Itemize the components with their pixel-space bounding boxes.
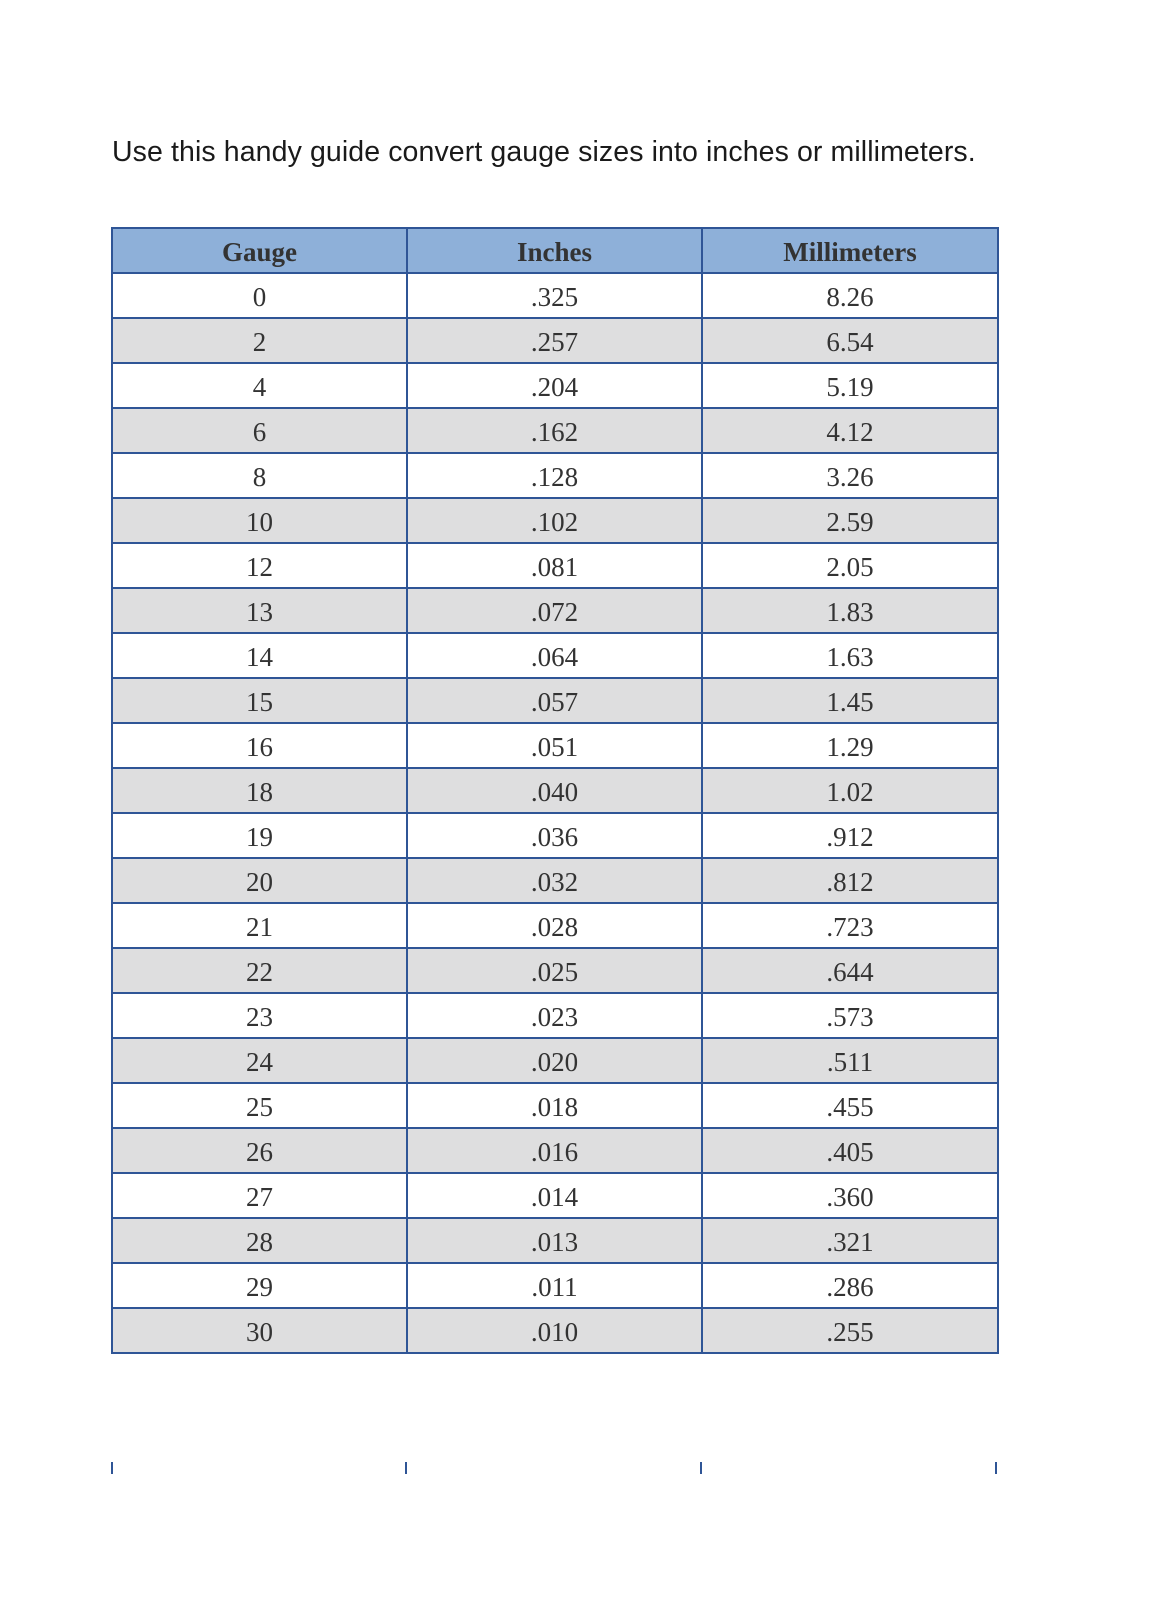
table-row xyxy=(112,678,998,723)
table-row xyxy=(112,633,998,678)
table-row xyxy=(112,453,998,498)
table-row xyxy=(112,993,998,1038)
table-row xyxy=(112,363,998,408)
table-row xyxy=(112,813,998,858)
millimeters-cell: .255 xyxy=(702,1308,998,1353)
inches-cell: .057 xyxy=(407,678,702,723)
table-row xyxy=(112,858,998,903)
millimeters-cell: .723 xyxy=(702,903,998,948)
gauge-cell: 0 xyxy=(112,273,407,318)
table-body xyxy=(112,273,998,1353)
table-header-row xyxy=(112,228,998,273)
inches-cell: .023 xyxy=(407,993,702,1038)
header-millimeters: Millimeters xyxy=(702,228,998,273)
millimeters-cell: 8.26 xyxy=(702,273,998,318)
millimeters-cell: 1.02 xyxy=(702,768,998,813)
table-row xyxy=(112,1083,998,1128)
gauge-conversion-table xyxy=(111,227,999,1354)
gauge-cell: 22 xyxy=(112,948,407,993)
gauge-cell: 21 xyxy=(112,903,407,948)
inches-cell: .040 xyxy=(407,768,702,813)
inches-cell: .014 xyxy=(407,1173,702,1218)
inches-cell: .072 xyxy=(407,588,702,633)
inches-cell: .257 xyxy=(407,318,702,363)
millimeters-cell: 1.63 xyxy=(702,633,998,678)
inches-cell: .102 xyxy=(407,498,702,543)
table-border-continuation xyxy=(111,1462,113,1474)
inches-cell: .025 xyxy=(407,948,702,993)
millimeters-cell: .511 xyxy=(702,1038,998,1083)
table-row xyxy=(112,318,998,363)
inches-cell: .018 xyxy=(407,1083,702,1128)
millimeters-cell: 1.45 xyxy=(702,678,998,723)
inches-cell: .036 xyxy=(407,813,702,858)
millimeters-cell: .405 xyxy=(702,1128,998,1173)
inches-cell: .325 xyxy=(407,273,702,318)
inches-cell: .204 xyxy=(407,363,702,408)
gauge-cell: 8 xyxy=(112,453,407,498)
millimeters-cell: 3.26 xyxy=(702,453,998,498)
table-border-continuation xyxy=(700,1462,702,1474)
table-border-continuation xyxy=(405,1462,407,1474)
gauge-cell: 28 xyxy=(112,1218,407,1263)
table-row xyxy=(112,588,998,633)
inches-cell: .128 xyxy=(407,453,702,498)
gauge-cell: 23 xyxy=(112,993,407,1038)
gauge-cell: 4 xyxy=(112,363,407,408)
inches-cell: .028 xyxy=(407,903,702,948)
inches-cell: .020 xyxy=(407,1038,702,1083)
gauge-cell: 2 xyxy=(112,318,407,363)
header-gauge: Gauge xyxy=(112,228,407,273)
inches-cell: .162 xyxy=(407,408,702,453)
intro-text: Use this handy guide convert gauge sizes into inches or millimeters. xyxy=(112,136,976,168)
table-row xyxy=(112,543,998,588)
gauge-cell: 16 xyxy=(112,723,407,768)
millimeters-cell: .912 xyxy=(702,813,998,858)
table-row xyxy=(112,768,998,813)
table-row xyxy=(112,408,998,453)
inches-cell: .051 xyxy=(407,723,702,768)
inches-cell: .010 xyxy=(407,1308,702,1353)
header-inches: Inches xyxy=(407,228,702,273)
table-row xyxy=(112,1038,998,1083)
gauge-cell: 24 xyxy=(112,1038,407,1083)
gauge-cell: 20 xyxy=(112,858,407,903)
millimeters-cell: 5.19 xyxy=(702,363,998,408)
gauge-cell: 14 xyxy=(112,633,407,678)
millimeters-cell: .286 xyxy=(702,1263,998,1308)
millimeters-cell: 4.12 xyxy=(702,408,998,453)
table-row xyxy=(112,273,998,318)
table-row xyxy=(112,498,998,543)
inches-cell: .011 xyxy=(407,1263,702,1308)
millimeters-cell: 2.05 xyxy=(702,543,998,588)
inches-cell: .032 xyxy=(407,858,702,903)
table-row xyxy=(112,1308,998,1353)
table-row xyxy=(112,903,998,948)
table-row xyxy=(112,1263,998,1308)
table-row xyxy=(112,1218,998,1263)
gauge-cell: 29 xyxy=(112,1263,407,1308)
millimeters-cell: 1.29 xyxy=(702,723,998,768)
millimeters-cell: 1.83 xyxy=(702,588,998,633)
gauge-cell: 15 xyxy=(112,678,407,723)
table-row xyxy=(112,723,998,768)
millimeters-cell: 6.54 xyxy=(702,318,998,363)
millimeters-cell: .360 xyxy=(702,1173,998,1218)
gauge-cell: 27 xyxy=(112,1173,407,1218)
gauge-cell: 25 xyxy=(112,1083,407,1128)
table-row xyxy=(112,1128,998,1173)
inches-cell: .016 xyxy=(407,1128,702,1173)
gauge-cell: 13 xyxy=(112,588,407,633)
gauge-cell: 6 xyxy=(112,408,407,453)
millimeters-cell: 2.59 xyxy=(702,498,998,543)
millimeters-cell: .812 xyxy=(702,858,998,903)
millimeters-cell: .455 xyxy=(702,1083,998,1128)
gauge-cell: 30 xyxy=(112,1308,407,1353)
millimeters-cell: .321 xyxy=(702,1218,998,1263)
inches-cell: .064 xyxy=(407,633,702,678)
gauge-cell: 10 xyxy=(112,498,407,543)
inches-cell: .081 xyxy=(407,543,702,588)
inches-cell: .013 xyxy=(407,1218,702,1263)
millimeters-cell: .644 xyxy=(702,948,998,993)
gauge-cell: 18 xyxy=(112,768,407,813)
gauge-cell: 19 xyxy=(112,813,407,858)
table-row xyxy=(112,948,998,993)
millimeters-cell: .573 xyxy=(702,993,998,1038)
table-border-continuation xyxy=(995,1462,997,1474)
gauge-cell: 26 xyxy=(112,1128,407,1173)
gauge-cell: 12 xyxy=(112,543,407,588)
table-row xyxy=(112,1173,998,1218)
